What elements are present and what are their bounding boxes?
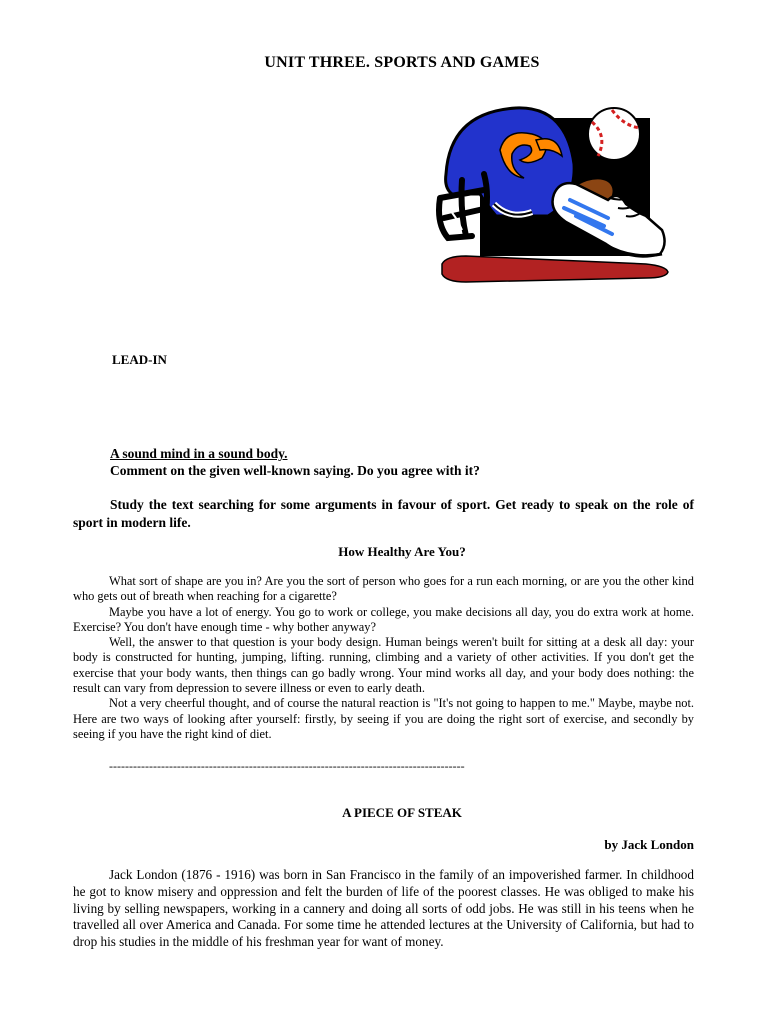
unit-title: UNIT THREE. SPORTS AND GAMES <box>264 54 540 71</box>
study-instruction: Study the text searching for some arguments in favour of sport. Get ready to speak on the role of sport in modern life. <box>73 497 694 530</box>
saying-text: A sound mind in a sound body. <box>110 446 288 461</box>
text-body <box>73 574 694 742</box>
paragraph: Well, the answer to that question is your body design. Human beings weren't built for sitting at a desk all day: your body is constructed for hunting, jumping, lifting. running, climbing and a variety of other activities. If you don't get the exercise that your body wants, then things can go badly wrong. Your mind works all day, and your body does nothing: the result can vary from depression to severe illness or even to early death. <box>73 635 694 696</box>
byline: by Jack London <box>604 837 694 852</box>
story-title: A PIECE OF STEAK <box>342 805 462 820</box>
paragraph: Maybe you have a lot of energy. You go to work or college, you make decisions all day, you do extra work at home. Exercise? You don't have enough time - why bother anyway? <box>73 604 694 634</box>
paragraph: Not a very cheerful thought, and of course the natural reaction is "It's not going to happen to me." Maybe, maybe not. Here are two ways of looking after yourself: firstly, by seeing if you are doing the right sort of exercise, and secondly by seeing if you have the right kind of diet. <box>73 696 694 741</box>
author-bio: Jack London (1876 - 1916) was born in San Francisco in the family of an impoverished farmer. In childhood he got to know misery and oppression and felt the burden of life of the poorest classes. He was obliged to make his living by selling newspapers, working in a cannery and doing all sorts of odd jobs. He was still in his teens when he travelled all over America and Canada. For some time he attended lectures at the University of California, but had to drop his studies in the middle of his freshman year for want of money. <box>73 867 694 950</box>
sports-equipment-icon <box>436 104 672 290</box>
separator-line: ----------------------------------------------------------------------------------------- <box>109 759 465 773</box>
comment-instruction: Comment on the given well-known saying. Do you agree with it? <box>110 463 480 478</box>
paragraph: What sort of shape are you in? Are you the sort of person who goes for a run each morning, or are you the other kind who gets out of breath when reaching for a cigarette? <box>73 574 694 604</box>
lead-in-heading: LEAD-IN <box>112 352 167 367</box>
text-title: How Healthy Are You? <box>338 544 466 559</box>
